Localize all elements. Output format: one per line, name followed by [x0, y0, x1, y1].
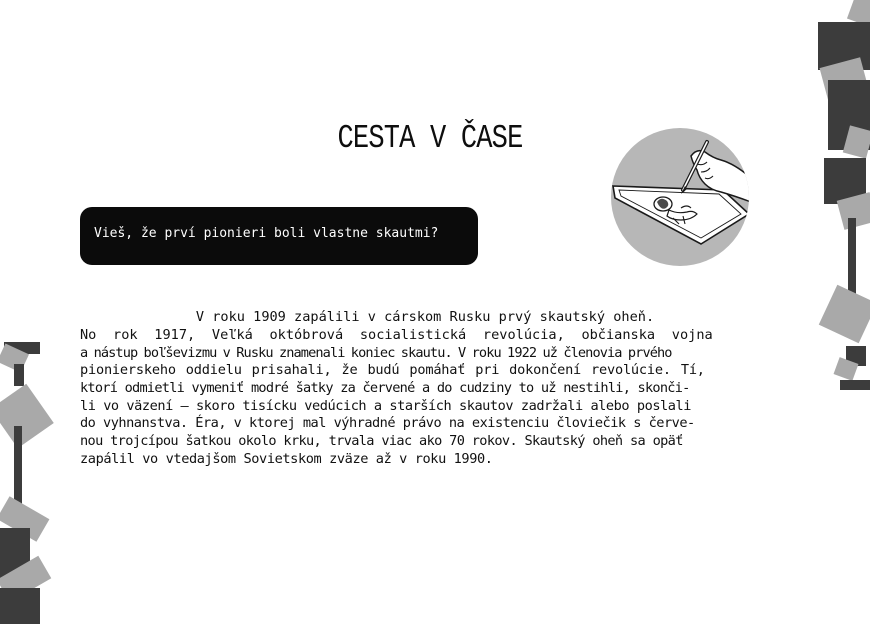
deco-block: [848, 218, 856, 298]
deco-block: [14, 364, 24, 386]
article-line: pionierskeho oddielu prisahali, že budú pomáhať pri dokončení revolúcie. Tí,: [80, 362, 705, 379]
article-line: zapálil vo vtedajšom Sovietskom zväze až v roku 1990.: [80, 450, 493, 467]
deco-block: [840, 380, 870, 390]
article-body: [80, 327, 770, 469]
article-line: ktorí odmietli vymeniť modré šatky za červené a do cudziny to už nestihli, skonči-: [80, 380, 690, 397]
question-callout: [80, 207, 478, 265]
deco-block: [0, 384, 54, 449]
deco-block: [0, 588, 40, 624]
page-title: CESTA V ČASE: [337, 120, 523, 157]
callout-text: Vieš, že prví pionieri boli vlastne skautmi?: [94, 226, 439, 241]
article-line: do vyhnanstva. Éra, v ktorej mal výhradné právo na existenciu človiečik s červe-: [80, 415, 695, 432]
article-lead: V roku 1909 zapálili v cárskom Rusku prvý skautský oheň.: [195, 309, 655, 325]
article-line: a nástup boľševizmu v Rusku znamenali koniec skautu. V roku 1922 už členovia prvého: [80, 344, 672, 361]
left-decorative-blocks: [0, 338, 54, 624]
deco-block: [819, 285, 870, 343]
article-line: li vo väzení – skoro tisícku vedúcich a starších skautov zadržali alebo poslali: [80, 397, 691, 414]
right-decorative-blocks: [812, 0, 870, 400]
article-line: nou trojcípou šatkou okolo krku, trvala viac ako 70 rokov. Skautský oheň sa opäť: [80, 433, 683, 450]
hand-drawing-picture-icon: [611, 128, 749, 266]
article-line: No rok 1917, Veľká októbrová socialistická revolúcia, občianska vojna: [80, 327, 713, 343]
deco-block: [14, 426, 22, 510]
